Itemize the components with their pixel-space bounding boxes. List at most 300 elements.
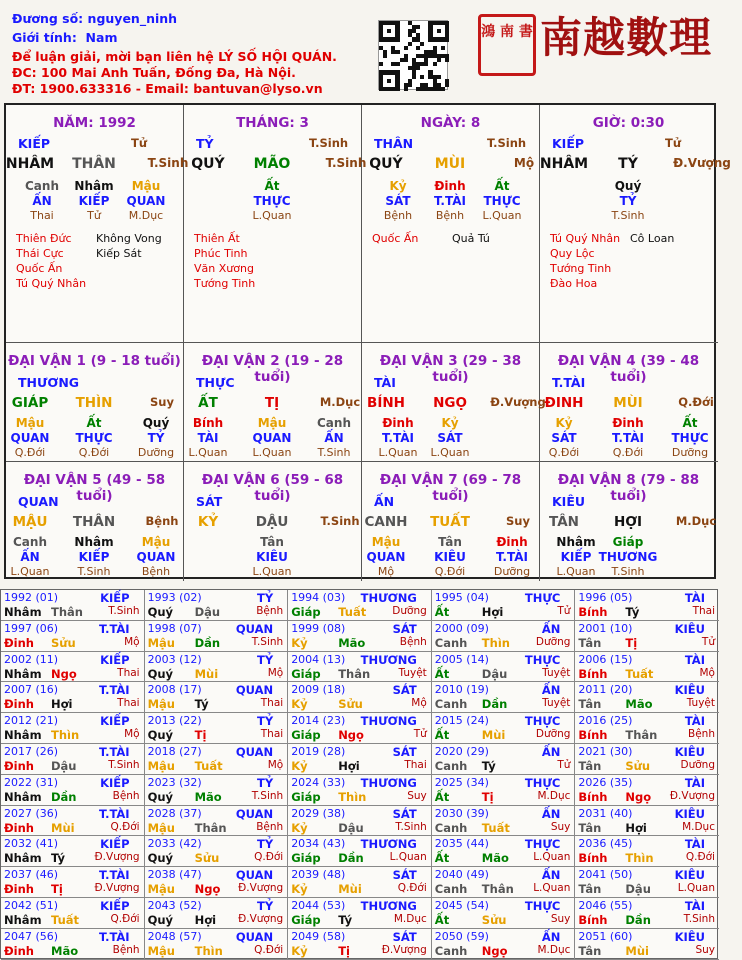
annual-year: 2004 (13) [291, 652, 346, 666]
decade-branch: TUẤT [430, 514, 470, 530]
annual-cell [575, 744, 719, 775]
decade-hidden-item: TÀI [197, 431, 219, 445]
earthly-branch: MÙI [434, 156, 466, 172]
annual-stem: Nhâm [4, 851, 42, 866]
annual-ten-god: TỶ [257, 899, 274, 913]
annual-stage: Dưỡng [535, 635, 571, 648]
annual-branch: Tuất [338, 605, 367, 619]
annual-branch: Ngọ [194, 882, 221, 897]
hidden-stem-item: KIẾP [78, 194, 110, 208]
annual-branch: Hợi [338, 759, 360, 773]
star-name: Quốc Ấn [16, 262, 63, 275]
decade-stage: M.Dục [319, 395, 361, 409]
annual-branch: Dậu [481, 666, 508, 681]
hidden-stem-item: Tử [87, 209, 101, 222]
annual-stem: Canh [434, 882, 468, 897]
annual-branch: Sửu [194, 851, 220, 866]
pillar-ten-god: KIẾP [552, 136, 585, 151]
annual-stem: Bính [578, 605, 608, 619]
annual-branch: Thìn [51, 728, 80, 743]
annual-year: 2018 (27) [147, 745, 202, 758]
pillar-title: NĂM: 1992 [53, 115, 136, 131]
star-line [194, 261, 354, 276]
annual-ten-god: T.TÀI [98, 745, 130, 759]
annual-stage: M.Dục [682, 820, 715, 833]
annual-stem: Giáp [291, 728, 321, 743]
annual-stem: Giáp [291, 666, 321, 681]
annual-cell [1, 652, 145, 683]
decade-stem: TÂN [549, 514, 579, 530]
annual-ten-god: KIÊU [674, 745, 705, 759]
star-name: Tướng Tinh [194, 277, 256, 290]
annual-cell [288, 744, 432, 775]
annual-stem: Quý [147, 728, 174, 743]
annual-stage: M.Dục [393, 913, 427, 925]
annual-stem: Nhâm [4, 605, 42, 619]
annual-stem: Ất [434, 666, 450, 681]
annual-ten-god: ẤN [541, 929, 561, 944]
decade-ten-god: THỰC [196, 375, 235, 390]
decade-hidden-item: Canh [317, 416, 351, 430]
annual-year: 2038 (47) [147, 868, 202, 882]
annual-stem: Giáp [291, 851, 321, 866]
annual-stage: Thai [117, 666, 140, 679]
annual-ten-god: TÀI [684, 775, 705, 790]
decade-hidden-item: QUAN [10, 431, 50, 445]
annual-branch: Thân [338, 666, 371, 681]
decade-hidden-item: ẤN [324, 431, 344, 445]
decade-hidden-item: QUAN [136, 550, 176, 564]
annual-cell [432, 621, 576, 652]
hidden-stem-item: THỰC [253, 194, 291, 208]
annual-year: 2027 (36) [4, 806, 59, 820]
annual-stage: Tử [557, 605, 571, 617]
annual-cell [1, 867, 145, 898]
decade-cell [362, 343, 546, 462]
annual-year: 2034 (43) [291, 837, 346, 851]
annual-stem: Bính [578, 851, 608, 866]
annual-cell [432, 652, 576, 683]
hidden-stem-item: M.Dục [128, 209, 164, 222]
decade-hidden-item: Đinh [382, 416, 414, 430]
annual-year: 2032 (41) [4, 837, 59, 851]
annual-year: 1999 (08) [291, 621, 346, 635]
pillar-stage-top: T.Sinh [309, 136, 349, 150]
annual-cell [288, 806, 432, 837]
earthly-branch: MÃO [253, 156, 291, 172]
decade-hidden-item: Dưỡng [137, 446, 175, 459]
decade-hidden-item: T.Sinh [77, 565, 111, 578]
gender-label: Giới tính: [12, 30, 77, 45]
decade-hidden-item: Đinh [496, 535, 528, 549]
annual-branch: Tuất [194, 759, 223, 773]
decade-hidden-item: Nhâm [556, 535, 596, 549]
annual-branch: Tị [338, 943, 350, 958]
annual-branch: Ngọ [338, 728, 364, 743]
annual-year: 2007 (16) [4, 683, 59, 697]
heavenly-stem: NHÂM [5, 156, 55, 172]
annual-stem: Tân [578, 635, 602, 650]
annual-cell [432, 744, 576, 775]
annual-stem: Mậu [147, 882, 175, 897]
branch-stage: Đ.Vượng [673, 156, 731, 170]
annual-stem: Kỷ [291, 697, 308, 712]
annual-ten-god: KIÊU [674, 621, 705, 636]
annual-cell [432, 929, 576, 960]
annual-branch: Tý [481, 759, 496, 773]
annual-stem: Quý [147, 913, 174, 927]
decade-hidden-item: L.Quan [252, 565, 292, 578]
annual-stage: Q.Đới [685, 851, 715, 864]
annual-stage: M.Dục [537, 789, 571, 802]
decade-hidden-item: Q.Đới [548, 446, 580, 459]
annual-cell [145, 898, 289, 929]
annual-year: 2043 (52) [147, 899, 202, 912]
star-line [550, 261, 710, 276]
annual-branch: Thân [51, 605, 83, 619]
annual-branch: Sửu [338, 697, 363, 712]
annual-branch: Thìn [194, 943, 223, 958]
decade-stem: ẤT [198, 395, 218, 411]
annual-ten-god: TÀI [684, 591, 705, 605]
annual-ten-god: SÁT [392, 868, 417, 883]
annual-ten-god: TÀI [684, 837, 705, 852]
annual-stage: Bệnh [112, 943, 140, 956]
annual-branch: Thìn [338, 789, 367, 804]
decade-hidden-item: ẤN [20, 550, 40, 564]
annual-year: 2015 (24) [434, 714, 489, 728]
hidden-stem-item: ẤN [32, 194, 52, 208]
earthly-branch: TÝ [618, 156, 638, 172]
star-name: Quốc Ấn [372, 232, 419, 245]
annual-branch: Dậu [625, 882, 651, 897]
earthly-branch: THÂN [72, 156, 116, 172]
decade-hidden-item: Mậu [141, 535, 171, 549]
decade-stage: Q.Đới [678, 395, 714, 409]
decade-stem: ĐINH [544, 395, 584, 411]
annual-stem: Giáp [291, 789, 321, 804]
annual-ten-god: SÁT [392, 683, 417, 698]
brand-logo [540, 10, 712, 66]
annual-year: 2020 (29) [434, 745, 489, 758]
annual-stage: Bệnh [256, 605, 284, 617]
decade-hidden-item: Ất [682, 416, 698, 430]
annual-ten-god: ẤN [541, 745, 561, 759]
annual-stem: Bính [578, 728, 608, 743]
contact-line: Để luận giải, mời bạn liên hệ LÝ SỐ HỘI QUÁN. [12, 49, 337, 64]
annual-branch: Tuất [51, 913, 80, 927]
decade-hidden-item: Tân [260, 535, 284, 549]
annual-cell [288, 621, 432, 652]
annual-branch: Mùi [481, 728, 506, 743]
star-line [194, 276, 354, 291]
star-name: Tú Quý Nhân [550, 232, 621, 245]
decade-hidden-item: Bính [192, 416, 224, 430]
annual-cell [575, 621, 719, 652]
annual-year: 2042 (51) [4, 899, 59, 912]
pillar-stage-top: Tử [665, 136, 682, 150]
annual-cell [288, 898, 432, 929]
hidden-stem-item: L.Quan [482, 209, 522, 222]
annual-stem: Ất [434, 728, 450, 743]
hidden-stem-item: T.Sinh [611, 209, 645, 222]
decade-ten-god: THƯƠNG [18, 375, 80, 390]
annual-year: 2002 (11) [4, 652, 59, 666]
annual-stem: Đinh [4, 943, 34, 958]
annual-cell [575, 898, 719, 929]
hidden-stem-item: Ất [494, 179, 510, 193]
annual-cell [1, 713, 145, 744]
annual-year: 2051 (60) [578, 929, 633, 943]
decade-hidden-item: SÁT [551, 431, 577, 445]
seal-icon [478, 14, 536, 76]
seal-text: 鴻 南 書 [481, 24, 533, 40]
annual-branch: Mão [51, 943, 79, 958]
annual-year: 2014 (23) [291, 714, 346, 728]
annual-year: 2026 (35) [578, 775, 633, 789]
annual-branch: Mùi [51, 820, 75, 835]
annual-ten-god: T.TÀI [98, 621, 130, 636]
annual-cell [288, 836, 432, 867]
annual-stem: Kỷ [291, 882, 308, 897]
star-name: Đào Hoa [550, 277, 598, 290]
annual-cell [575, 929, 719, 960]
annual-stem: Đinh [4, 635, 34, 650]
pillar-title: NGÀY: 8 [420, 115, 481, 131]
annual-year: 2033 (42) [147, 837, 202, 851]
star-line [194, 231, 354, 246]
decade-hidden-item: Quý [142, 416, 170, 430]
annual-cell [432, 775, 576, 806]
pillar-stars [550, 231, 710, 291]
annual-stem: Nhâm [4, 913, 42, 927]
annual-cell [432, 806, 576, 837]
decade-ten-god: SÁT [196, 494, 223, 509]
annual-cell [575, 713, 719, 744]
annual-ten-god: KIÊU [674, 683, 705, 698]
annual-cell [145, 682, 289, 713]
annual-year: 2006 (15) [578, 652, 633, 666]
annual-stage: Tử [413, 728, 427, 741]
annual-year: 1993 (02) [147, 591, 202, 604]
annual-stage: Mộ [699, 666, 715, 679]
annual-year: 2048 (57) [147, 929, 202, 943]
annual-stage: T.Sinh [251, 789, 284, 802]
annual-ten-god: TÀI [684, 714, 705, 729]
decade-hidden-item: T.Sinh [611, 565, 645, 578]
annual-branch: Hợi [51, 697, 73, 712]
annual-stem: Tân [578, 882, 602, 897]
decade-hidden-item: L.Quan [188, 446, 228, 459]
decade-hidden-item: L.Quan [10, 565, 50, 578]
annual-stage: Thai [260, 697, 284, 710]
annual-cell [145, 713, 289, 744]
annual-year: 2036 (45) [578, 837, 633, 851]
annual-year: 2011 (20) [578, 683, 633, 697]
annual-stage: Mộ [124, 728, 140, 741]
annual-ten-god: QUAN [235, 806, 274, 821]
annual-stage: L.Quan [533, 851, 571, 864]
annual-ten-god: KIÊU [674, 929, 705, 944]
annual-branch: Tị [194, 728, 207, 743]
chart-grid [4, 103, 731, 579]
decade-cell [540, 343, 718, 462]
decade-hidden-item: KIẾP [78, 550, 110, 564]
annual-cell [1, 744, 145, 775]
decade-hidden-item: SÁT [437, 431, 463, 445]
annual-stage: L.Quan [389, 851, 427, 864]
annual-year: 2029 (38) [291, 806, 346, 820]
star-line [194, 246, 354, 261]
annual-stem: Nhâm [4, 789, 42, 804]
annual-ten-god: THƯƠNG [360, 837, 417, 852]
annual-branch: Tý [338, 913, 353, 927]
annual-year: 1995 (04) [434, 591, 489, 604]
annual-stage: Tuyệt [542, 666, 571, 679]
annual-stage: Mộ [267, 666, 284, 679]
annual-branch: Thân [481, 882, 514, 897]
annual-ten-god: QUAN [235, 745, 274, 759]
decade-stem: CANH [364, 514, 408, 530]
annual-stage: Bệnh [112, 789, 140, 802]
hidden-stem-item: QUAN [126, 194, 166, 208]
annual-stem: Kỷ [291, 635, 308, 650]
decade-stem: BÍNH [367, 395, 405, 411]
annual-cell [432, 898, 576, 929]
annual-cell [145, 621, 289, 652]
annual-cell [288, 867, 432, 898]
annual-year: 2003 (12) [147, 652, 202, 666]
annual-year: 2000 (09) [434, 621, 489, 635]
annual-cell [575, 806, 719, 837]
annual-stage: Tuyệt [542, 697, 571, 710]
decade-ten-god: QUAN [18, 494, 59, 509]
annual-stage: Đ.Vượng [669, 789, 715, 802]
annual-stem: Canh [434, 820, 468, 835]
annual-cell [1, 929, 145, 960]
qr-code-icon[interactable] [378, 20, 448, 90]
annual-year: 2025 (34) [434, 775, 489, 789]
hidden-stem-item: Kỷ [389, 179, 407, 193]
annual-cell [288, 929, 432, 960]
star-line [16, 276, 176, 291]
annual-year: 2005 (14) [434, 652, 489, 666]
annual-stage: Mộ [411, 697, 427, 710]
annual-branch: Mão [194, 789, 222, 804]
annual-ten-god: KIẾP [100, 837, 130, 852]
annual-year: 2037 (46) [4, 868, 59, 882]
branch-stage: T.Sinh [147, 156, 189, 170]
star-line [550, 246, 710, 261]
annual-cell [1, 590, 145, 621]
hidden-stem-item: Bệnh [383, 209, 413, 222]
decade-hidden-item: Bệnh [141, 565, 171, 578]
pillar-stage-top: T.Sinh [487, 136, 527, 150]
annual-year: 2035 (44) [434, 837, 489, 851]
annual-ten-god: ẤN [541, 683, 561, 698]
decade-cell [184, 462, 362, 581]
annual-branch: Sửu [625, 759, 651, 773]
annual-cell [1, 898, 145, 929]
annual-branch: Ngọ [481, 943, 508, 958]
decade-stage: T.Sinh [320, 514, 360, 528]
annual-year: 2044 (53) [291, 899, 346, 912]
annual-stage: Tuyệt [686, 697, 715, 710]
heavenly-stem: QUÝ [369, 156, 403, 172]
decade-hidden-item: Nhâm [74, 535, 114, 549]
annual-stage: Tử [701, 635, 715, 648]
star-name: Tướng Tinh [550, 262, 612, 275]
annual-ten-god: SÁT [392, 806, 417, 821]
annual-stage: Bệnh [399, 635, 427, 648]
annual-branch: Thân [625, 728, 658, 743]
annual-year: 2046 (55) [578, 899, 633, 912]
annual-ten-god: KIẾP [100, 591, 130, 605]
annual-cell [288, 682, 432, 713]
annual-cell [288, 775, 432, 806]
annual-year: 2008 (17) [147, 683, 202, 697]
annual-ten-god: QUAN [235, 621, 274, 636]
annual-ten-god: TỶ [257, 714, 274, 729]
annual-ten-god: THỰC [524, 837, 561, 852]
annual-stage: Tuyệt [398, 666, 427, 679]
annual-stem: Tân [578, 759, 602, 773]
annual-branch: Mão [625, 697, 653, 712]
pillar-title: GIỜ: 0:30 [592, 115, 665, 131]
annual-stem: Đinh [4, 759, 34, 773]
annual-branch: Mùi [338, 882, 362, 897]
decade-ten-god: KIÊU [552, 494, 586, 509]
decade-hidden-item: L.Quan [378, 446, 418, 459]
hidden-stem-item: L.Quan [252, 209, 292, 222]
annual-stage: Suy [550, 913, 571, 925]
annual-cell [145, 836, 289, 867]
annual-stem: Nhâm [4, 728, 42, 743]
star-name: Không Vong [96, 232, 162, 245]
decade-hidden-item: T.TÀI [496, 550, 528, 564]
annual-stage: T.Sinh [108, 605, 140, 617]
annual-ten-god: ẤN [541, 868, 561, 883]
annual-cell [1, 806, 145, 837]
hidden-stem-item: Quý [614, 179, 642, 193]
annual-branch: Mùi [194, 666, 219, 681]
branch-stage: T.Sinh [325, 156, 367, 170]
annual-stem: Mậu [147, 820, 175, 835]
star-name: Quy Lộc [550, 247, 595, 260]
annual-year: 2049 (58) [291, 929, 346, 943]
annual-year: 2001 (10) [578, 621, 633, 635]
annual-branch: Mão [338, 635, 366, 650]
annual-stage: Q.Đới [254, 851, 284, 864]
annual-cell [145, 867, 289, 898]
annual-year: 1996 (05) [578, 591, 633, 604]
decade-hidden-item: KIÊU [256, 550, 288, 564]
annual-stage: L.Quan [533, 882, 571, 895]
annual-year: 2039 (48) [291, 868, 346, 882]
annual-stem: Mậu [147, 759, 175, 773]
annual-ten-god: KIÊU [674, 868, 705, 883]
decade-hidden-item: THỰC [671, 431, 709, 445]
annual-stage: T.Sinh [683, 913, 715, 925]
annual-stem: Ất [434, 913, 450, 927]
annual-stage: Suy [407, 789, 427, 802]
star-name: Kiếp Sát [96, 247, 142, 260]
annual-cell [432, 682, 576, 713]
decade-cell [540, 462, 718, 581]
star-line [372, 231, 532, 246]
pillar-stars [16, 231, 176, 291]
annual-branch: Tuất [481, 820, 510, 835]
